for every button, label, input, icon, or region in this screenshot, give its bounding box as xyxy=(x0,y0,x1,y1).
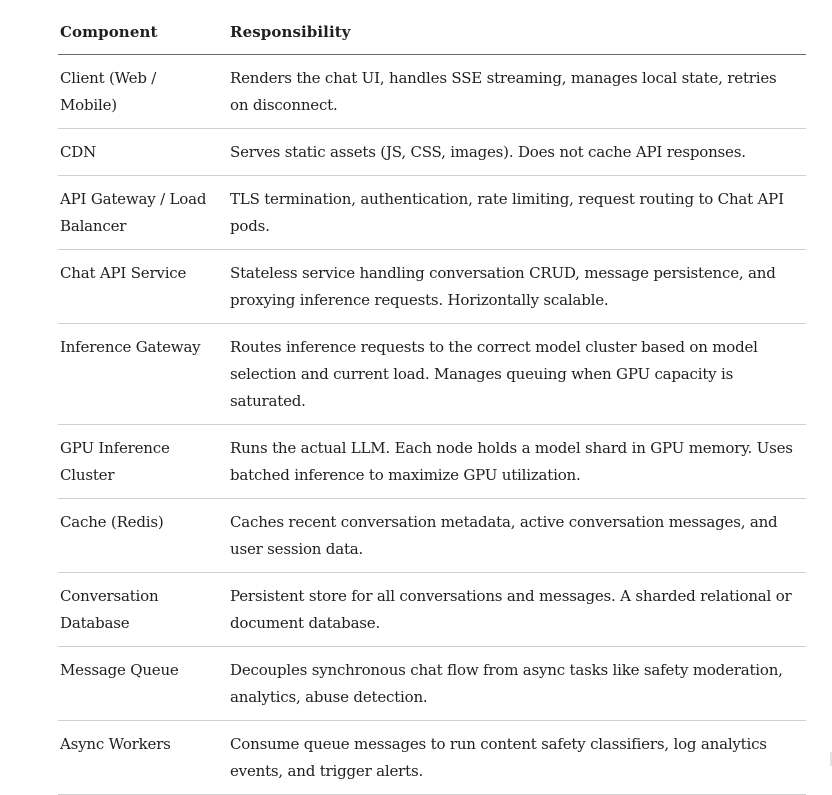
component-cell: Cache (Redis) xyxy=(58,499,228,573)
responsibility-cell: Runs the actual LLM. Each node holds a model shard in GPU memory. Uses batched inference to maximize GPU utilization. xyxy=(228,425,806,499)
table-row xyxy=(58,647,806,721)
column-header-responsibility: Responsibility xyxy=(228,0,806,55)
component-cell: CDN xyxy=(58,129,228,176)
component-cell: Async Workers xyxy=(58,721,228,795)
responsibility-cell: Renders the chat UI, handles SSE streaming, manages local state, retries on disconnect. xyxy=(228,55,806,129)
table-row xyxy=(58,55,806,129)
table-row xyxy=(58,129,806,176)
responsibility-cell: Consume queue messages to run content safety classifiers, log analytics events, and trigger alerts. xyxy=(228,721,806,795)
table-row xyxy=(58,499,806,573)
header-row xyxy=(58,0,806,55)
column-header-component: Component xyxy=(58,0,228,55)
table-row xyxy=(58,250,806,324)
component-cell: GPU Inference Cluster xyxy=(58,425,228,499)
component-responsibility-table xyxy=(58,0,806,795)
component-cell: Chat API Service xyxy=(58,250,228,324)
table-header xyxy=(58,0,806,55)
component-cell: API Gateway / Load Balancer xyxy=(58,176,228,250)
responsibility-cell: TLS termination, authentication, rate limiting, request routing to Chat API pods. xyxy=(228,176,806,250)
responsibility-cell: Decouples synchronous chat flow from async tasks like safety moderation, analytics, abuse detection. xyxy=(228,647,806,721)
component-cell: Inference Gateway xyxy=(58,324,228,425)
table-row xyxy=(58,721,806,795)
responsibility-cell: Caches recent conversation metadata, active conversation messages, and user session data. xyxy=(228,499,806,573)
component-cell: Client (Web / Mobile) xyxy=(58,55,228,129)
table-row xyxy=(58,176,806,250)
table-row xyxy=(58,425,806,499)
component-cell: Message Queue xyxy=(58,647,228,721)
table-row xyxy=(58,324,806,425)
responsibility-cell: Routes inference requests to the correct model cluster based on model selection and current load. Manages queuing when GPU capacity is saturated. xyxy=(228,324,806,425)
responsibility-cell: Persistent store for all conversations and messages. A sharded relational or document database. xyxy=(228,573,806,647)
responsibility-cell: Serves static assets (JS, CSS, images). Does not cache API responses. xyxy=(228,129,806,176)
table-row xyxy=(58,573,806,647)
responsibility-cell: Stateless service handling conversation CRUD, message persistence, and proxying inference requests. Horizontally scalable. xyxy=(228,250,806,324)
component-cell: Conversation Database xyxy=(58,573,228,647)
table-body xyxy=(58,55,806,795)
